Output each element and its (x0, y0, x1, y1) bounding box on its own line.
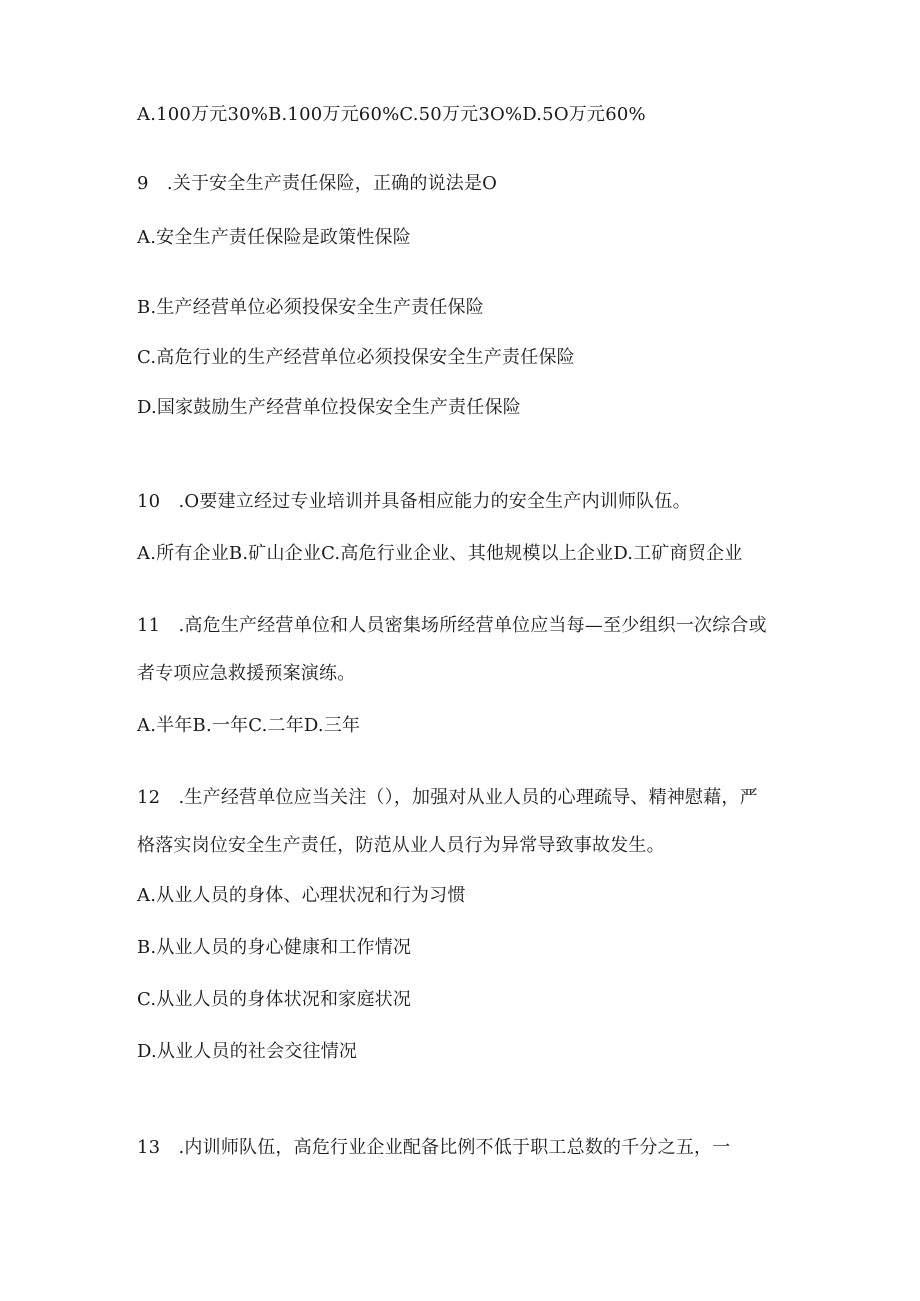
q8-options: A.100万元30%B.100万元60%C.50万元3O%D.5O万元60% (137, 104, 646, 125)
q12-option-a: A.从业人员的身体、心理状况和行为习惯 (137, 885, 466, 906)
q12-option-b: B.从业人员的身心健康和工作情况 (137, 937, 412, 958)
q11-question-line1: 11 .高危生产经营单位和人员密集场所经营单位应当每—至少组织一次综合或 (137, 615, 767, 636)
q9-option-a: A.安全生产责任保险是政策性保险 (137, 227, 411, 248)
q12-question-line2: 格落实岗位安全生产责任，防范从业人员行为异常导致事故发生。 (137, 835, 665, 856)
q11-question-line2: 者专项应急救援预案演练。 (137, 663, 356, 684)
q9-option-d: D.国家鼓励生产经营单位投保安全生产责任保险 (137, 397, 521, 418)
q9-option-c: C.高危行业的生产经营单位必须投保安全生产责任保险 (137, 347, 575, 368)
q12-question-line1: 12 .生产经营单位应当关注（），加强对从业人员的心理疏导、精神慰藉，严 (137, 787, 758, 808)
q10-options: A.所有企业B.矿山企业C.高危行业企业、其他规模以上企业D.工矿商贸企业 (137, 543, 743, 564)
q13-question-line1: 13 .内训师队伍，高危行业企业配备比例不低于职工总数的千分之五，一 (137, 1137, 731, 1158)
q9-question: 9 .关于安全生产责任保险，正确的说法是O (137, 173, 498, 194)
q12-option-c: C.从业人员的身体状况和家庭状况 (137, 989, 412, 1010)
q10-question: 10 .O要建立经过专业培训并具备相应能力的安全生产内训师队伍。 (137, 491, 691, 512)
q11-options: A.半年B.一年C.二年D.三年 (137, 715, 361, 736)
q9-option-b: B.生产经营单位必须投保安全生产责任保险 (137, 297, 484, 318)
q12-option-d: D.从业人员的社会交往情况 (137, 1041, 358, 1062)
